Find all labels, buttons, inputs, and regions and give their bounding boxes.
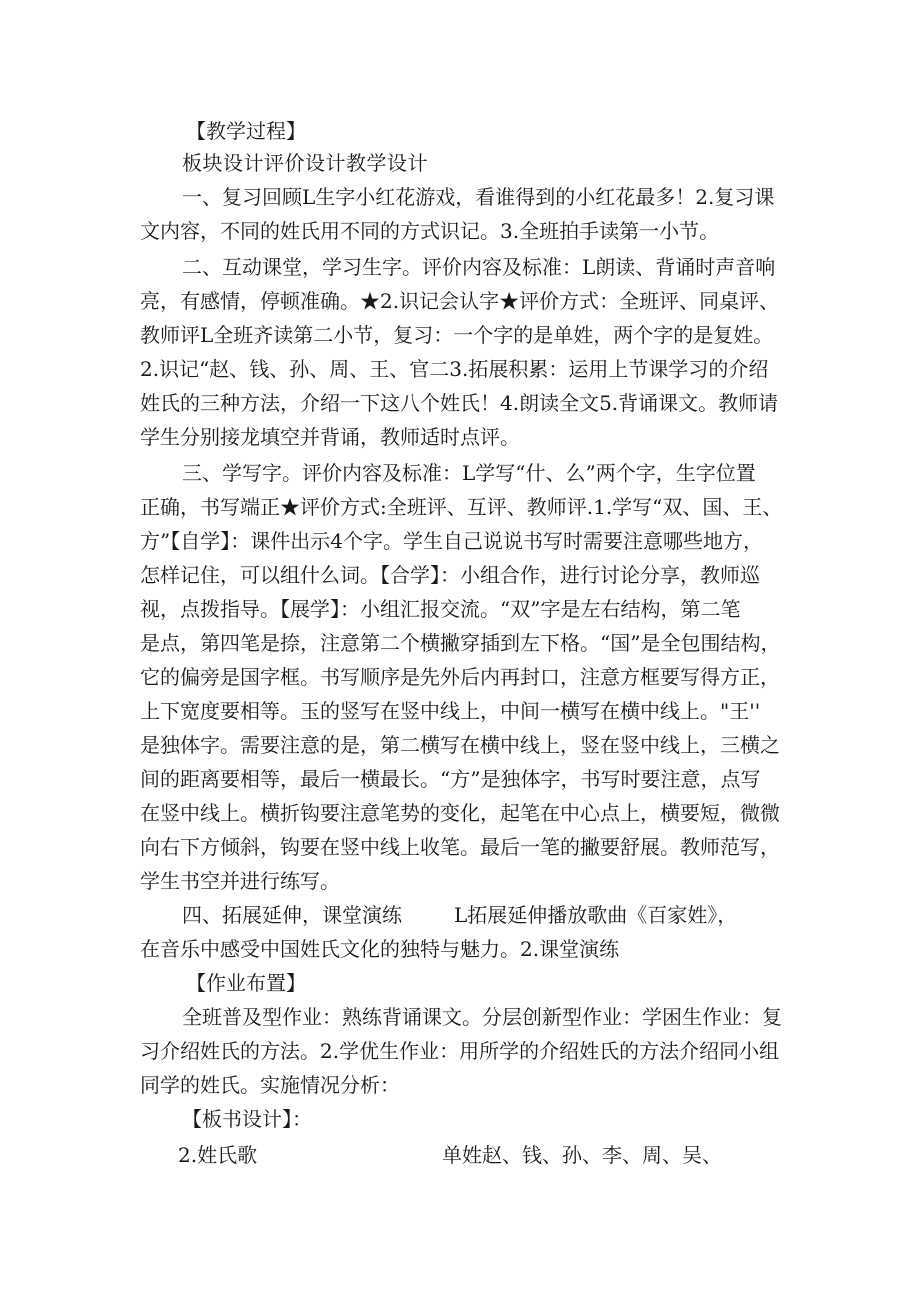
heading-board-design: 【板书设计】： <box>182 1107 312 1131</box>
homework-line-3: 同学的姓氏。实施情况分析： <box>140 1073 400 1097</box>
section2-line-3: 教师评L全班齐读第二小节，复习：一个字的是单姓，两个字的是复姓。 <box>140 323 774 347</box>
section2-line-2: 亮，有感情，停顿准确。★2.识记会认字★评价方式：全班评、同桌评、 <box>140 289 780 313</box>
section3-line-13: 学生书空并进行练写。 <box>140 869 340 893</box>
section4-title: 四、拓展延伸，课堂演练 <box>182 903 402 927</box>
section2-line-4: 2.识记“赵、钱、孙、周、王、官二3.拓展积累：运用上节课学习的介绍 <box>140 357 769 381</box>
section2-line-1: 二、互动课堂，学习生字。评价内容及标准：L朗读、背诵时声音响 <box>182 255 776 279</box>
section3-line-10: 间的距离要相等，最后一横最长。“方”是独体字，书写时要注意，点写 <box>140 767 761 791</box>
section3-line-8: 上下宽度要相等。玉的竖写在竖中线上，中间一横写在横中线上。"王'' <box>140 699 761 723</box>
board-title: 2.姓氏歌 <box>178 1143 258 1167</box>
section3-line-9: 是独体字。需要注意的是，第二横写在横中线上，竖在竖中线上，三横之 <box>140 733 780 757</box>
section3-line-6: 是点，第四笔是捺，注意第二个横撇穿插到左下格。“国”是全包围结构， <box>140 631 781 655</box>
table-header: 板块设计评价设计教学设计 <box>182 151 428 175</box>
section3-line-3: 方”【自学】：课件出示4个字。学生自己说说书写时需要注意哪些地方， <box>140 529 763 553</box>
section1-line-2: 文内容，不同的姓氏用不同的方式识记。3.全班拍手读第一小节。 <box>140 219 720 243</box>
section3-line-12: 向右下方倾斜，钩要在竖中线上收笔。最后一笔的撇要舒展。教师范写， <box>140 835 780 859</box>
heading-teaching-process: 【教学过程】 <box>186 119 306 143</box>
section3-line-4: 怎样记住，可以组什么词。【合学】：小组合作，进行讨论分享，教师巡 <box>140 563 760 587</box>
section3-line-5: 视，点拨指导。【展学】：小组汇报交流。“双”字是左右结构，第二笔 <box>140 597 741 621</box>
section4-line-2: 在音乐中感受中国姓氏文化的独特与魅力。2.课堂演练 <box>140 937 620 961</box>
section4-activity: L拓展延伸播放歌曲《百家姓》， <box>454 903 738 927</box>
section1-line-1: 一、复习回顾L生字小红花游戏，看谁得到的小红花最多！2.复习课 <box>182 185 775 209</box>
section3-line-2: 正确，书写端正★评价方式:全班评、互评、教师评.1.学写“双、国、王、 <box>140 495 783 519</box>
homework-line-2: 习介绍姓氏的方法。2.学优生作业：用所学的介绍姓氏的方法介绍同小组 <box>140 1039 780 1063</box>
section3-line-1: 三、学写字。评价内容及标准：L学写“什、么”两个字，生字位置 <box>182 461 756 485</box>
section3-line-7: 它的偏旁是国字框。书写顺序是先外后内再封口，注意方框要写得方正， <box>140 665 780 689</box>
section3-line-11: 在竖中线上。横折钩要注意笔势的变化，起笔在中心点上，横要短，微微 <box>140 801 780 825</box>
board-single-surnames: 单姓赵、钱、孙、李、周、吴、 <box>442 1143 722 1167</box>
heading-homework: 【作业布置】 <box>186 971 306 995</box>
section2-line-6: 学生分别接龙填空并背诵，教师适时点评。 <box>140 425 520 449</box>
section2-line-5: 姓氏的三种方法，介绍一下这八个姓氏！4.朗读全文5.背诵课文。教师请 <box>140 391 779 415</box>
homework-line-1: 全班普及型作业：熟练背诵课文。分层创新型作业：学困生作业：复 <box>182 1005 782 1029</box>
